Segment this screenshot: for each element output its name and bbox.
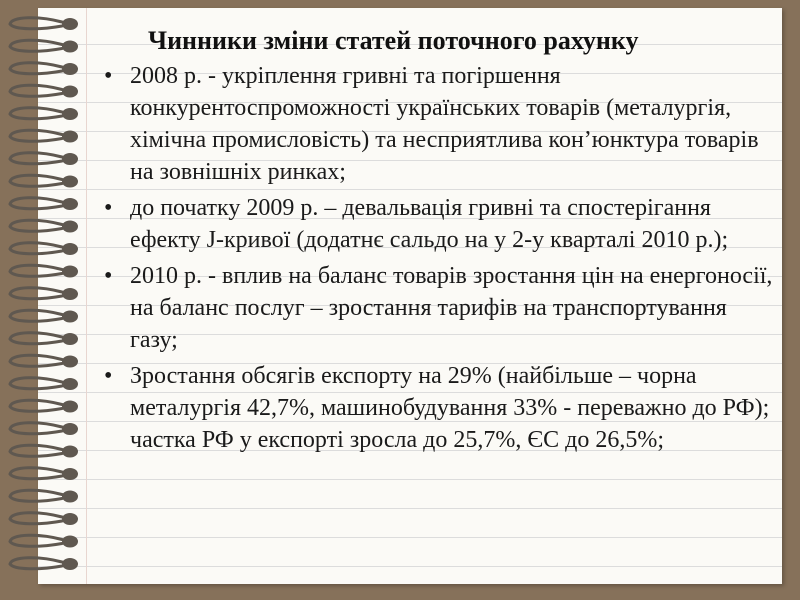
binding-ring <box>10 355 78 367</box>
binding-ring <box>10 423 78 435</box>
bullet-icon: • <box>104 363 113 389</box>
binding-ring <box>10 333 78 345</box>
binding-ring <box>10 490 78 502</box>
slide-title: Чинники зміни статей поточного рахунку <box>148 26 639 55</box>
binding-ring <box>10 468 78 480</box>
binding-ring <box>10 535 78 547</box>
binding-ring <box>10 153 78 165</box>
binding-ring <box>10 243 78 255</box>
binding-ring <box>10 85 78 97</box>
binding-ring <box>10 445 78 457</box>
bullet-item <box>104 260 774 356</box>
binding-ring <box>10 558 78 570</box>
bullet-item <box>104 360 774 456</box>
bullet-item <box>104 192 774 256</box>
spiral-binding-icon <box>0 0 100 600</box>
binding-ring <box>10 108 78 120</box>
binding-ring <box>10 18 78 30</box>
bullet-text: 2010 р. - вплив на баланс товарів зростання цін на енергоносії, на баланс послуг – зростання тарифів на транспортування газу; <box>130 263 773 353</box>
binding-ring <box>10 400 78 412</box>
bullet-text: 2008 р. - укріплення гривні та погіршення конкурентоспроможності українських товарів (металургія, хімічна промисловість) та несприятлива кон’юнктура товарів на зовнішніх ринках; <box>130 63 759 185</box>
bullet-icon: • <box>104 63 113 89</box>
bullet-icon: • <box>104 263 113 289</box>
binding-ring <box>10 130 78 142</box>
binding-ring <box>10 220 78 232</box>
binding-ring <box>10 63 78 75</box>
binding-ring <box>10 288 78 300</box>
binding-ring <box>10 198 78 210</box>
binding-ring <box>10 265 78 277</box>
bullet-text: Зростання обсягів експорту на 29% (найбільше – чорна металургія 42,7%, машинобудування 33% - переважно до РФ); частка РФ у експорті зросла до 25,7%, ЄС до 26,5%; <box>130 363 770 453</box>
binding-ring <box>10 513 78 525</box>
binding-ring <box>10 310 78 322</box>
bullet-text: до початку 2009 р. – девальвація гривні та спостерігання ефекту J-кривої (додатнє сальдо на у 2-у кварталі 2010 р.); <box>130 195 729 253</box>
binding-ring <box>10 378 78 390</box>
bullet-icon: • <box>104 195 113 221</box>
binding-ring <box>10 40 78 52</box>
bullet-item <box>104 60 774 188</box>
binding-ring <box>10 175 78 187</box>
bullet-list <box>104 60 774 460</box>
